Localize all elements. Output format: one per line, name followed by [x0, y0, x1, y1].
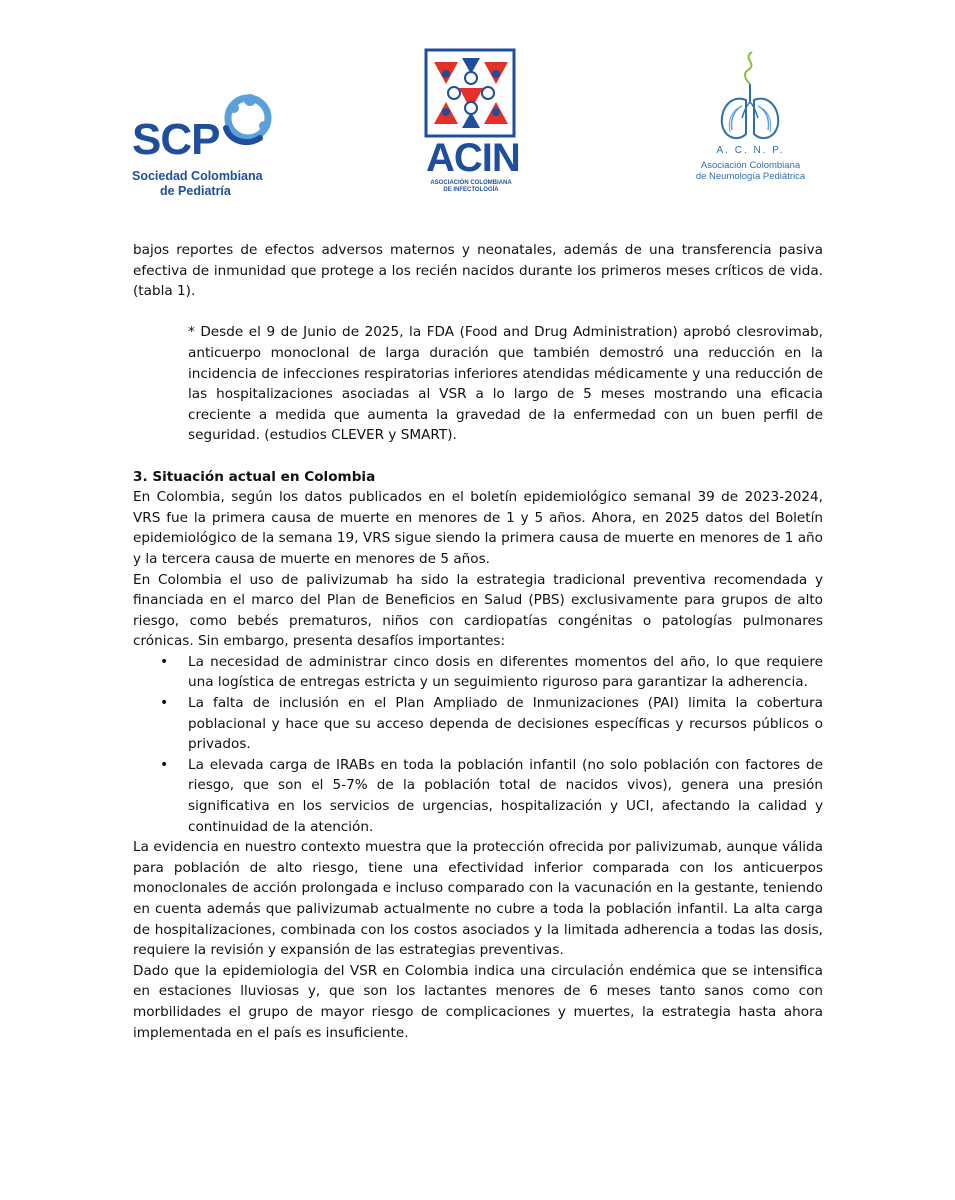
bullet-icon: •	[160, 653, 169, 670]
scp-wordmark: SCP	[132, 115, 220, 164]
acin-subtitle-line1: ASOCIACIÓN COLOMBIANA	[430, 180, 512, 186]
fda-note-paragraph: * Desde el 9 de Junio de 2025, la FDA (Food and Drug Administration) aprobó clesrovimab, anticuerpo monoclonal de larga duración que también demostró una reducción en la incidencia de infecciones respiratorias inferiores atendidas médicamente y una reducción de las hospitalizaciones asociadas al VSR a lo largo de 5 meses mostrando una eficacia creciente a medida que aumenta la gravedad de la enfermedad con un buen perfil de seguridad. (estudios CLEVER y SMART).	[188, 324, 823, 444]
acin-subtitle-line2: DE INFECTOLOGÍA	[443, 187, 499, 193]
list-item	[133, 652, 823, 693]
document-body	[133, 240, 823, 1043]
bullet-icon: •	[160, 756, 169, 773]
list-item-text: La necesidad de administrar cinco dosis en diferentes momentos del año, lo que requiere una logística de entregas estricta y un seguimiento riguroso para garantizar la adherencia.	[188, 653, 823, 691]
section-heading: 3. Situación actual en Colombia	[133, 468, 376, 485]
list-item	[133, 755, 823, 837]
acnp-subtitle	[688, 160, 813, 182]
list-item-text: La falta de inclusión en el Plan Ampliado de Inmunizaciones (PAI) limita la cobertura poblacional y hace que su acceso dependa de decisiones específicas y recursos públicos o privados.	[188, 695, 823, 753]
paragraph-epidemiology: En Colombia, según los datos publicados en el boletín epidemiológico semanal 39 de 2023-2024, VRS fue la primera causa de muerte en menores de 1 y 5 años. Ahora, en 2025 datos del Boletín epidemiológico de la semana 19, VRS sigue siendo la primera causa de muerte en menores de 1 año y la tercera causa de muerte en menores de 5 años.	[133, 489, 823, 567]
acnp-wordmark: A. C. N. P.	[716, 145, 785, 156]
list-item	[133, 693, 823, 755]
bullet-icon: •	[160, 695, 169, 712]
letterhead	[0, 0, 955, 230]
intro-paragraph: bajos reportes de efectos adversos maternos y neonatales, además de una transferencia pasiva efectiva de inmunidad que protege a los recién nacidos durante los primeros meses críticos de vida. (tabla 1).	[133, 242, 823, 300]
scp-subtitle-line1: Sociedad Colombiana	[132, 169, 263, 183]
acnp-logo	[688, 50, 813, 190]
challenges-list	[133, 652, 823, 837]
paragraph-evidence: La evidencia en nuestro contexto muestra que la protección ofrecida por palivizumab, aunque válida para población de alto riesgo, tiene una efectividad inferior comparada con los anticuerpos monoclonales de acción prolongada e incluso comparado con la vacunación en la gestante, teniendo en cuenta además que palivizumab actualmente no cubre a toda la población infantil. La alta carga de hospitalizaciones, combinada con los costos asociados y la limitada adherencia a todas las dosis, requiere la revisión y expansión de las estrategias preventivas.	[133, 839, 823, 959]
acnp-subtitle-line2: de Neumología Pediátrica	[695, 171, 806, 182]
paragraph-palivizumab: En Colombia el uso de palivizumab ha sido la estrategia tradicional preventiva recomendada y financiada en el marco del Plan de Beneficios en Salud (PBS) exclusivamente para grupos de alto riesgo, como bebés prematuros, niños con cardiopatías congénitas o patologías pulmonares crónicas. Sin embargo, presenta desafíos importantes:	[133, 571, 823, 650]
acin-logo	[424, 48, 518, 200]
acin-subtitle	[424, 180, 518, 194]
acnp-subtitle-line1: Asociación Colombiana	[700, 160, 801, 171]
lungs-icon	[688, 50, 813, 145]
scp-subtitle-line2: de Pediatría	[160, 184, 231, 198]
paragraph-conclusion: Dado que la epidemiologia del VSR en Colombia indica una circulación endémica que se intensifica en estaciones lluviosas y, que son los lactantes menores de 6 meses tanto sanos como con morbilidades el grupo de mayor riesgo de complicaciones y muertes, la estrategia hasta ahora implementada en el país es insuficiente.	[133, 962, 823, 1041]
acin-emblem-icon	[424, 48, 518, 138]
list-item-text: La elevada carga de IRABs en toda la población infantil (no solo población con factores de riesgo, que son el 5-7% de la población total de nacidos vivos), genera una presión significativa en los servicios de urgencias, hospitalización y UCI, afectando la calidad y continuidad de la atención.	[188, 756, 823, 835]
acin-wordmark: ACIN	[426, 136, 520, 180]
scp-logo	[130, 82, 280, 202]
